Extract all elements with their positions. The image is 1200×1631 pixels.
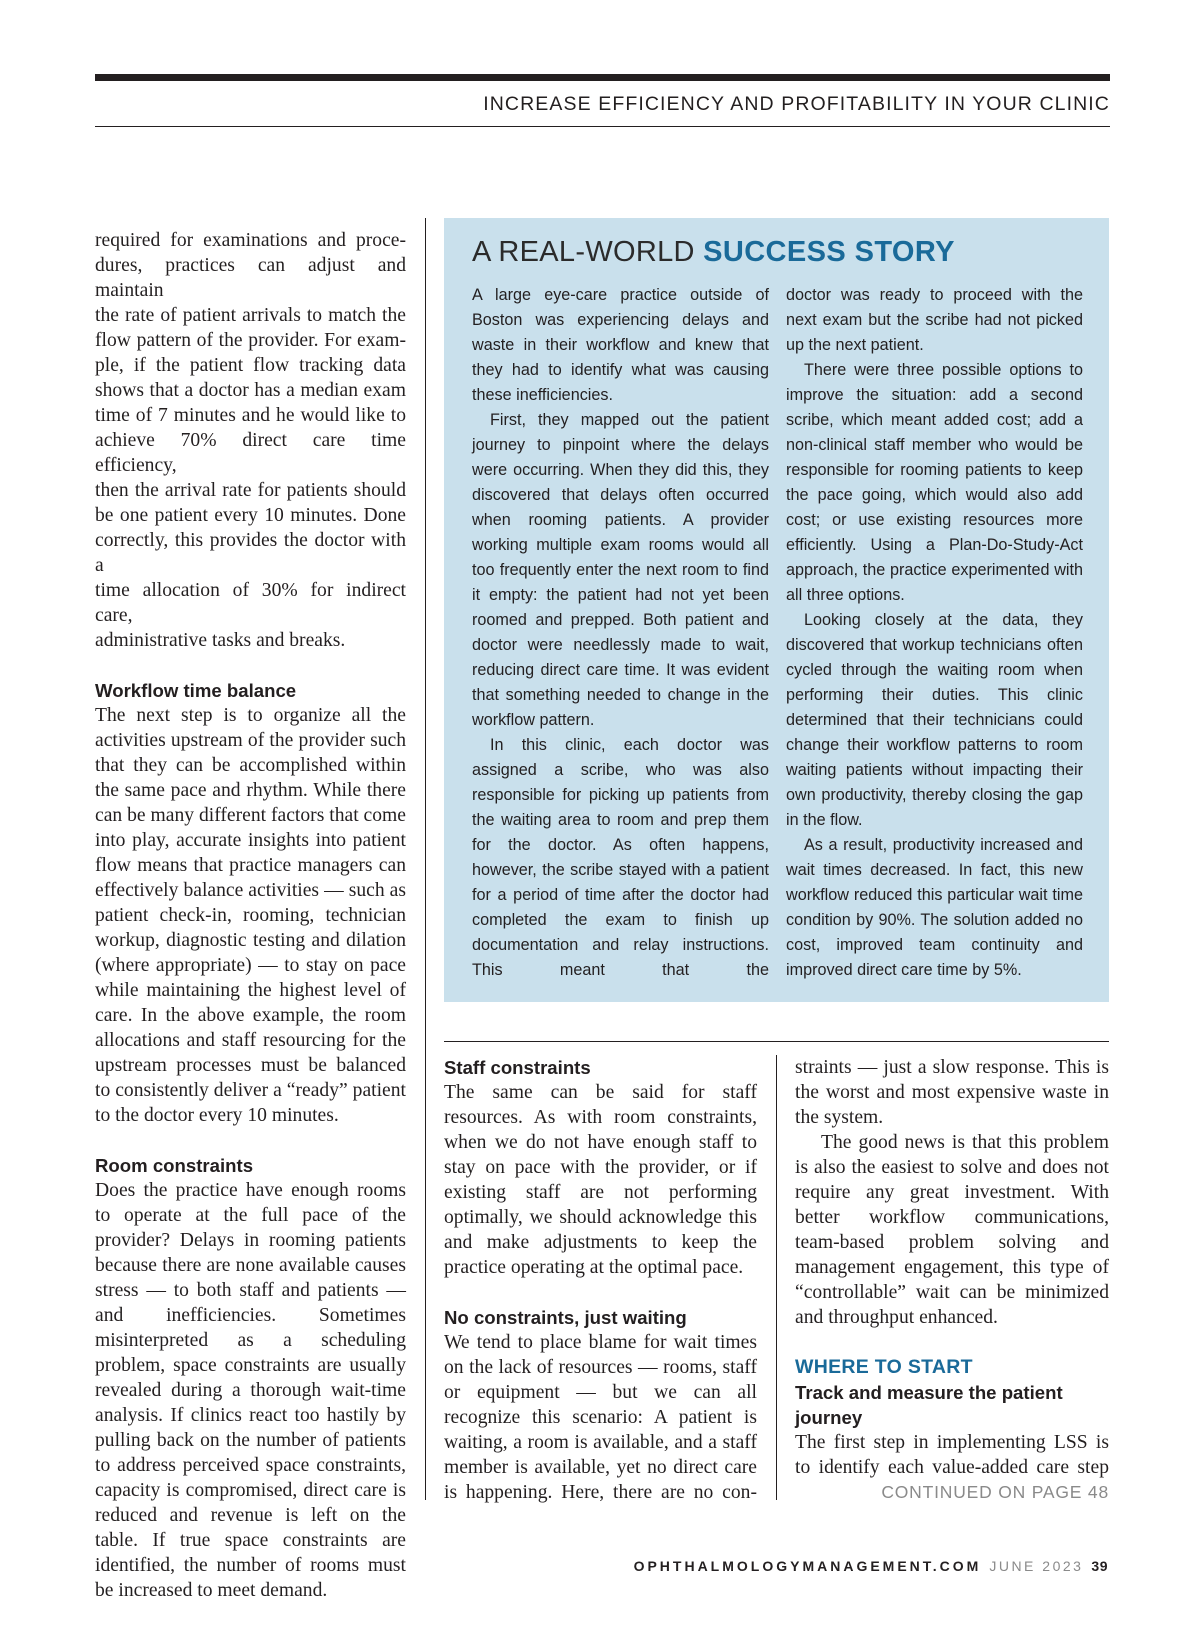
intro-text: required for examinations and proce- dures, practices can adjust and maintain the rate of patient arrivals to match the flow pattern of the provider. For exam- ple, if the patient flow tracking data shows that a doctor has a median exam time of 7 minutes and he would like to achieve 70% direct care time efficiency, then the arrival rate for patients should be one patient every 10 minutes. Done correctly, this provides the doctor with a time allocation of 30% for indirect care, administrative tasks and breaks. — [95, 230, 406, 651]
footer-date: JUNE 2023 — [989, 1558, 1084, 1574]
no-constraints-heading: No constraints, just waiting — [444, 1307, 687, 1328]
track-paragraph: The first step in implementing LSS is to identify each value-added care step — [795, 1432, 1109, 1478]
top-rule — [95, 74, 1110, 81]
sidebar-paragraph: As a result, productivity increased and wait times decreased. In fact, this new workflow reduced this particular wait time condition by 90%. The solution added no cost, improved team continuity and improved direct care time by 5%. — [786, 836, 1083, 979]
header-rule — [95, 126, 1110, 127]
sidebar-column-2 — [786, 283, 1083, 983]
no-constraints-paragraph: We tend to place blame for wait times on the lack of resources — rooms, staff or equipment — but we can all recognize this scenario: A patient is waiting, a room is available, and a staff member is available, yet no direct care is happening. Here, there are no con- — [444, 1332, 757, 1503]
sidebar-paragraph: There were three possible options to improve the situation: add a second scribe, which meant added cost; add a non-clinical staff member who would be responsible for rooming patients to keep the pace going, which would also add cost; or use existing resources more efficiently. Using a Plan-Do-Study-Act approach, the practice experimented with all three options. — [786, 361, 1083, 604]
room-constraints-paragraph: Does the practice have enough rooms to operate at the full pace of the provider? Delays in rooming patients because there are none available causes stress — to both staff and patients — and inefficiencies. Sometimes misinterpreted as a scheduling problem, space constraints are usually revealed during a thorough wait-time analysis. If clinics react too hastily by pulling back on the number of patients to address perceived space constraints, capacity is compromised, direct care is reduced and revenue is left on the table. If true space constraints are identified, the number of rooms must be increased to meet demand. — [95, 1180, 406, 1601]
room-constraints-heading: Room constraints — [95, 1155, 254, 1176]
left-column — [95, 228, 406, 1603]
sidebar-paragraph: doctor was ready to proceed with the next exam but the scribe had not picked up the next patient. — [786, 286, 1083, 354]
middle-column — [444, 1055, 757, 1505]
workflow-paragraph: The next step is to organize all the activities upstream of the provider such that they can be accomplished within the same pace and rhythm. While there can be many different factors that come into play, accurate insights into patient flow means that practice managers can effectively balance activities — such as patient check-in, rooming, technician workup, diagnostic testing and dilation (where appropriate) — to stay on pace while maintaining the highest level of care. In the above example, the room allocations and staff resourcing for the upstream processes must be balanced to consistently deliver a “ready” patient to the doctor every 10 minutes. — [95, 705, 406, 1126]
staff-constraints-heading: Staff constraints — [444, 1057, 591, 1078]
running-header: INCREASE EFFICIENCY AND PROFITABILITY IN YOUR CLINIC — [483, 93, 1110, 115]
page-footer — [634, 1558, 1108, 1574]
column-divider — [776, 1055, 777, 1500]
sidebar-paragraph: Looking closely at the data, they discovered that workup technicians often cycled through the waiting room when performing their duties. This clinic determined that their technicians could change their workflow patterns to room waiting patients without impacting their own productivity, thereby closing the gap in the flow. — [786, 611, 1083, 829]
sidebar-paragraph: First, they mapped out the patient journey to pinpoint where the delays were occurring. When they did this, they discovered that delays often occurred when rooming patients. A provider working multiple exam rooms would all too frequently enter the next room to find it empty: the patient had not yet been roomed and prepped. Both patient and doctor were needlessly made to wait, reducing direct care time. It was evident that something needed to change in the workflow pattern. — [472, 411, 769, 729]
footer-site: OPHTHALMOLOGYMANAGEMENT.COM — [633, 1558, 982, 1574]
column-divider — [425, 218, 426, 1500]
workflow-heading: Workflow time balance — [95, 680, 297, 701]
sidebar-paragraph: In this clinic, each doctor was assigned a scribe, who was also responsible for picking up patients from the waiting area to room and prep them for the doctor. As often happens, however, the scribe stayed with a patient for a period of time after the doctor had completed the exam to finish up documentation and relay instructions. This meant that the — [472, 736, 769, 979]
sidebar-column-1 — [472, 283, 769, 983]
right-column — [795, 1055, 1109, 1505]
page-number: 39 — [1091, 1558, 1108, 1574]
continued-note: CONTINUED ON PAGE 48 — [881, 1482, 1109, 1502]
right-paragraph: straints — just a slow response. This is the worst and most expensive waste in the system. — [795, 1057, 1109, 1128]
sidebar-title: A REAL-WORLD SUCCESS STORY — [472, 236, 955, 268]
sidebar-paragraph: A large eye-care practice outside of Boston was experiencing delays and waste in their workflow and knew that they had to identify what was causing these inefficiencies. — [472, 286, 769, 404]
staff-constraints-paragraph: The same can be said for staff resources. As with room constraints, when we do not have enough staff to stay on pace with the provider, or if existing staff are not performing optimally, we should acknowledge this and make adjustments to keep the practice operating at the optimal pace. — [444, 1082, 757, 1278]
success-story-sidebar — [444, 218, 1109, 1002]
sidebar-bottom-rule — [444, 1041, 1109, 1042]
right-paragraph: The good news is that this problem is also the easiest to solve and does not require any great investment. With better workflow communications, team-based problem solving and management engagement, this type of “controllable” wait can be minimized and throughput enhanced. — [795, 1132, 1109, 1328]
track-heading: Track and measure the patient journey — [795, 1382, 1063, 1428]
where-to-start-heading: WHERE TO START — [795, 1356, 973, 1378]
